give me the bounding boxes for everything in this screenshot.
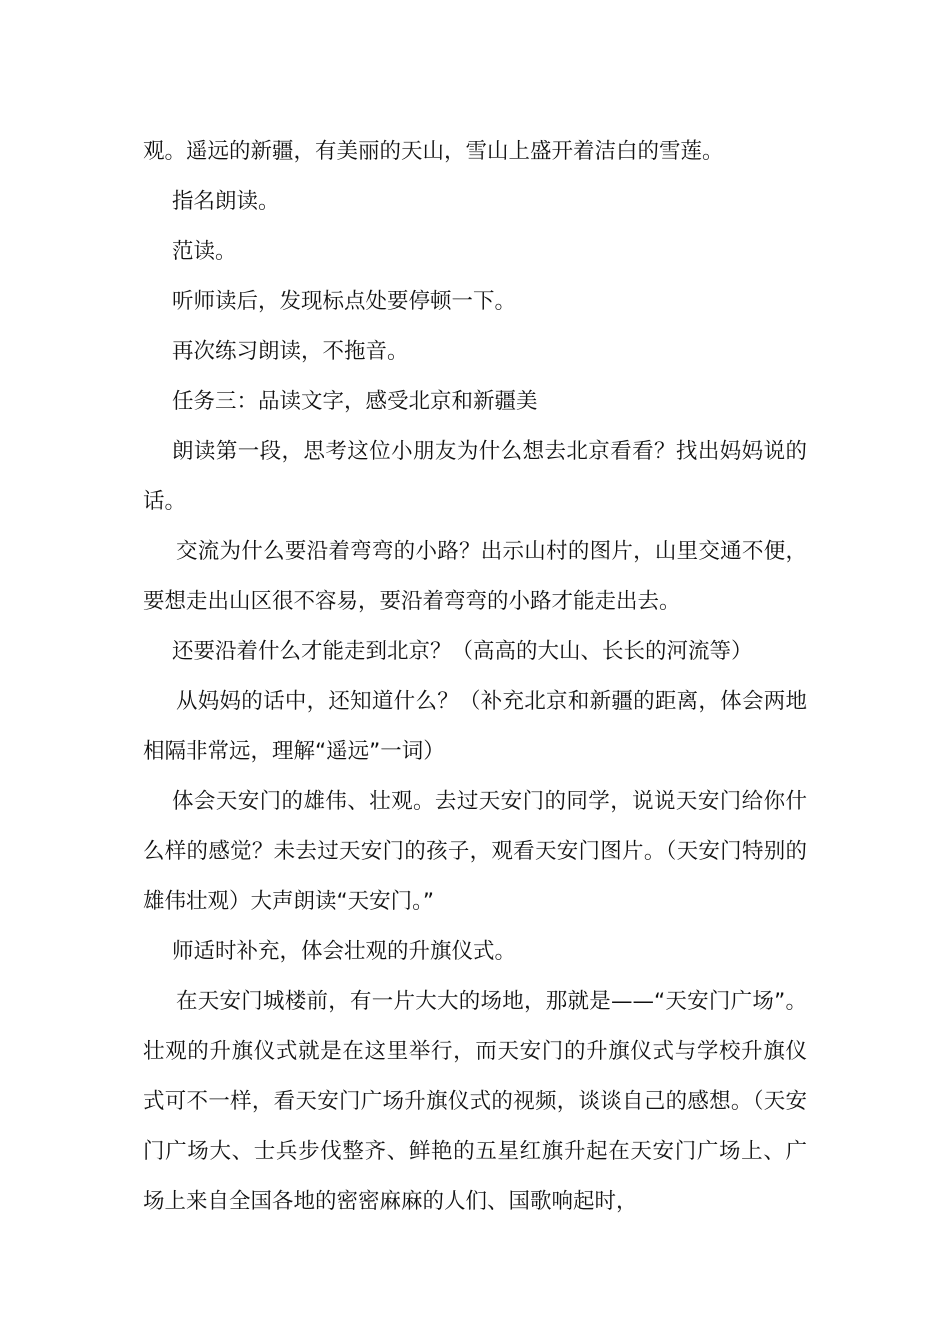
paragraph-read-aloud: 指名朗读。 [172, 189, 280, 214]
paragraph-winding-path: 交流为什么要沿着弯弯的小路？出示山村的图片，山里交通不便，要想走出山区很不容易，要沿着弯弯的小路才能走出去。 [143, 539, 807, 614]
document-body [143, 127, 807, 1227]
paragraph-model-reading: 范读。 [172, 239, 237, 264]
paragraph-pause: 听师读后，发现标点处要停顿一下。 [172, 289, 517, 314]
paragraph-practice: 再次练习朗读，不拖音。 [172, 339, 409, 364]
paragraph-mountains-rivers: 还要沿着什么才能走到北京？（高高的大山、长长的河流等） [172, 639, 753, 664]
paragraph-first-section: 朗读第一段，思考这位小朋友为什么想去北京看看？找出妈妈说的话。 [143, 439, 807, 514]
paragraph-tiananmen: 体会天安门的雄伟、壮观。去过天安门的同学，说说天安门给你什么样的感觉？未去过天安门的孩子，观看天安门图片。（天安门特别的雄伟壮观）大声朗读“天安门。” [143, 789, 807, 914]
paragraph-continuation: 观。遥远的新疆，有美丽的天山，雪山上盛开着洁白的雪莲。 [143, 139, 724, 164]
paragraph-distance: 从妈妈的话中，还知道什么？（补充北京和新疆的距离，体会两地相隔非常远，理解“遥远”一词） [143, 689, 807, 764]
paragraph-square: 在天安门城楼前，有一片大大的场地，那就是——“天安门广场”。壮观的升旗仪式就是在这里举行，而天安门的升旗仪式与学校升旗仪式可不一样，看天安门广场升旗仪式的视频，谈谈自己的感想。（天安门广场大、士兵步伐整齐、鲜艳的五星红旗升起在天安门广场上、广场上来自全国各地的密密麻麻的人们、国歌响起时， [143, 989, 807, 1214]
task-three-heading: 任务三：品读文字，感受北京和新疆美 [172, 389, 538, 414]
paragraph-flag-ceremony: 师适时补充，体会壮观的升旗仪式。 [172, 939, 517, 964]
